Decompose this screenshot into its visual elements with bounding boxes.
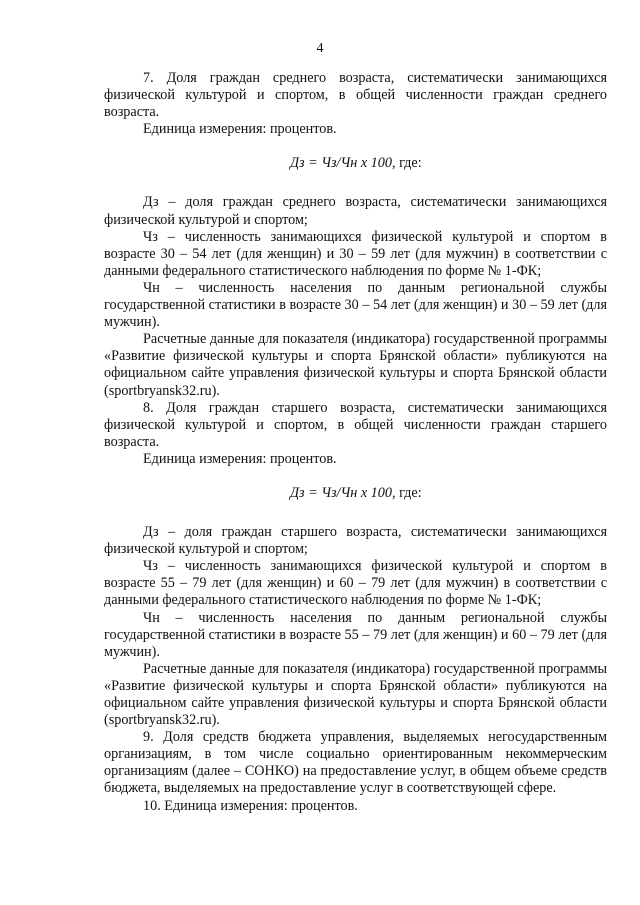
paragraph-item-9-title: 9. Доля средств бюджета управления, выделяемых негосударственным организациям, в том числе социально ориентированным некоммерческим организациям (далее – СОНКО) на предоставление услуг, в общем объеме средств бюджета, выделяемых на предоставление услуг в соответствующей сфере. [104, 729, 607, 797]
paragraph-calculation-note: Расчетные данные для показателя (индикатора) государственной программы «Развитие физической культуры и спорта Брянской области» публикуются на официальном сайте управления физической культуры и спорта Брянской области (sportbryansk32.ru). [104, 331, 607, 399]
formula-expression: Дз = Чз/Чн х 100 [290, 155, 392, 172]
formula-suffix: , где: [391, 484, 422, 501]
paragraph-definition-dz: Дз – доля граждан среднего возраста, систематически занимающихся физической культурой и спортом; [104, 194, 607, 228]
formula-expression: Дз = Чз/Чн х 100 [290, 484, 392, 501]
paragraph-definition-chz: Чз – численность занимающихся физической культурой и спортом в возрасте 55 – 79 лет (для женщин) и 60 – 79 лет (для мужчин) в соответствии с данными федерального статистического наблюдения по форме № 1-ФК; [104, 558, 607, 609]
formula-suffix: , где: [391, 155, 422, 172]
spacer [104, 468, 607, 485]
spacer [104, 172, 607, 194]
spacer [104, 502, 607, 524]
formula [104, 485, 607, 502]
document-body [104, 70, 607, 815]
paragraph-unit: Единица измерения: процентов. [143, 121, 337, 138]
spacer [104, 138, 607, 155]
page-number: 4 [316, 41, 324, 56]
paragraph-definition-dz: Дз – доля граждан старшего возраста, систематически занимающихся физической культурой и спортом; [104, 524, 607, 558]
paragraph-item-10-unit: 10. Единица измерения: процентов. [143, 797, 358, 814]
paragraph-calculation-note: Расчетные данные для показателя (индикатора) государственной программы «Развитие физической культуры и спорта Брянской области» публикуются на официальном сайте управления физической культуры и спорта Брянской области (sportbryansk32.ru). [104, 660, 607, 729]
paragraph-definition-chn: Чн – численность населения по данным региональной службы государственной статистики в возрасте 30 – 54 лет (для женщин) и 30 – 59 лет (для мужчин). [104, 279, 607, 331]
paragraph-definition-chz: Чз – численность занимающихся физической культурой и спортом в возрасте 30 – 54 лет (для женщин) и 30 – 59 лет (для мужчин) в соответствии с данными федерального статистического наблюдения по форме № 1-ФК; [104, 228, 607, 279]
formula [104, 155, 607, 172]
paragraph-unit: Единица измерения: процентов. [143, 450, 337, 467]
paragraph-item-8-title: 8. Доля граждан старшего возраста, систематически занимающихся физической культурой и спортом, в общей численности граждан старшего возраста. [104, 399, 607, 450]
paragraph-definition-chn: Чн – численность населения по данным региональной службы государственной статистики в возрасте 55 – 79 лет (для женщин) и 60 – 79 лет (для мужчин). [104, 609, 607, 660]
paragraph-item-7-title: 7. Доля граждан среднего возраста, систематически занимающихся физической культурой и спортом, в общей численности граждан среднего возраста. [104, 70, 607, 121]
